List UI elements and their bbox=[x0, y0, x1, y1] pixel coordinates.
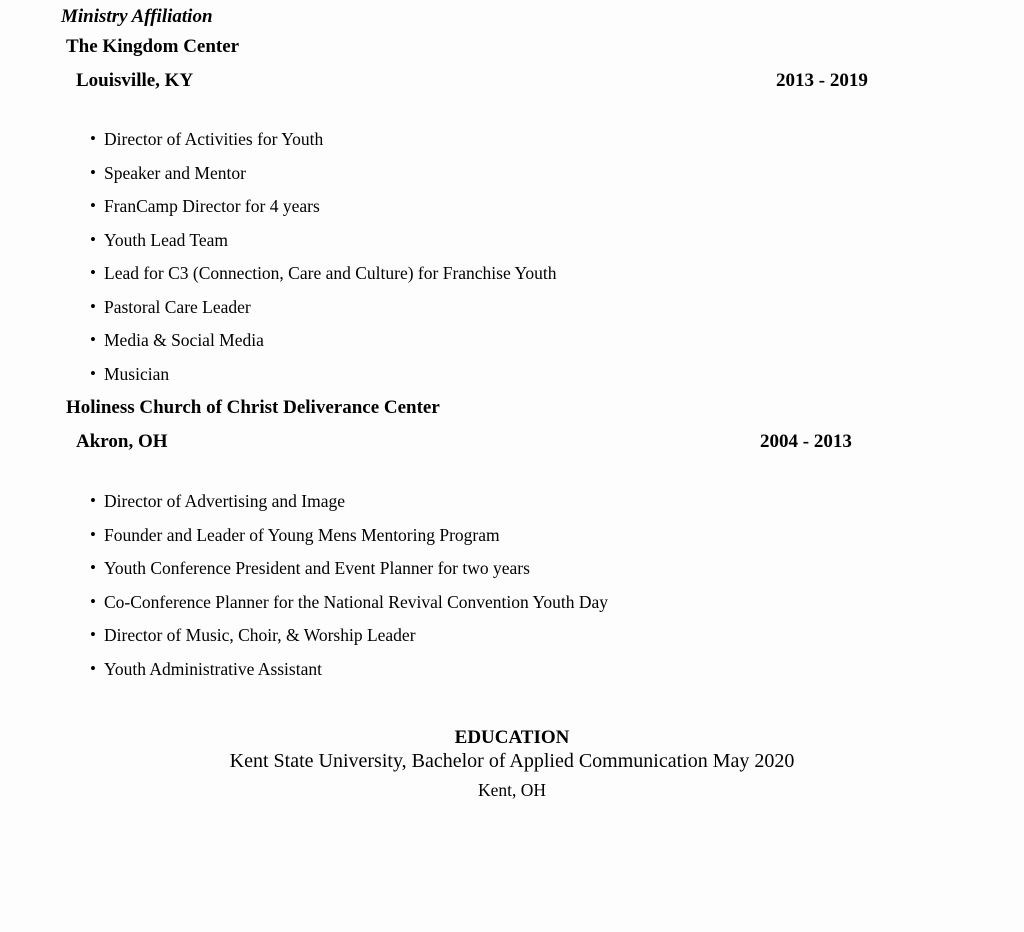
duties-list bbox=[90, 491, 608, 692]
list-item bbox=[90, 196, 556, 230]
duty-text: Media & Social Media bbox=[104, 330, 264, 350]
duty-text: FranCamp Director for 4 years bbox=[104, 196, 320, 216]
position-dates: 2004 - 2013 bbox=[760, 431, 852, 452]
bullet-icon: • bbox=[90, 591, 96, 611]
list-item bbox=[90, 491, 608, 525]
list-item bbox=[90, 230, 556, 264]
bullet-icon: • bbox=[90, 330, 96, 349]
organization-location: Akron, OH bbox=[76, 431, 168, 452]
organization-name: The Kingdom Center bbox=[66, 36, 240, 57]
list-item bbox=[90, 525, 608, 559]
duty-text: Musician bbox=[104, 363, 170, 384]
bullet-icon: • bbox=[90, 229, 96, 249]
bullet-icon: • bbox=[90, 363, 96, 383]
duty-text: Youth Lead Team bbox=[104, 229, 229, 250]
duty-text: Founder and Leader of Young Mens Mentoring Program bbox=[104, 524, 500, 545]
bullet-icon: • bbox=[90, 196, 96, 215]
bullet-icon: • bbox=[90, 524, 96, 544]
bullet-icon: • bbox=[90, 263, 96, 282]
position-dates: 2013 - 2019 bbox=[776, 70, 868, 91]
duty-text: Youth Administrative Assistant bbox=[104, 658, 322, 679]
education-degree: Kent State University, Bachelor of Applied Communication May 2020 bbox=[229, 750, 795, 772]
section-title-ministry-affiliation: Ministry Affiliation bbox=[61, 6, 213, 27]
bullet-icon: • bbox=[90, 296, 96, 316]
bullet-icon: • bbox=[90, 162, 96, 182]
bullet-icon: • bbox=[90, 558, 96, 577]
duty-text: Director of Advertising and Image bbox=[104, 491, 346, 511]
duties-list bbox=[90, 129, 556, 397]
organization-location: Louisville, KY bbox=[76, 70, 194, 91]
bullet-icon: • bbox=[90, 129, 96, 148]
list-item bbox=[90, 592, 608, 626]
list-item bbox=[90, 297, 556, 331]
duty-text: Co-Conference Planner for the National Revival Convention Youth Day bbox=[104, 591, 608, 612]
list-item bbox=[90, 625, 608, 659]
bullet-icon: • bbox=[90, 658, 96, 678]
list-item bbox=[90, 558, 608, 592]
organization-name: Holiness Church of Christ Deliverance Center bbox=[66, 397, 440, 418]
education-heading: EDUCATION bbox=[454, 727, 570, 748]
bullet-icon: • bbox=[90, 491, 96, 510]
list-item bbox=[90, 263, 556, 297]
duty-text: Pastoral Care Leader bbox=[104, 296, 251, 317]
education-location: Kent, OH bbox=[477, 780, 547, 800]
list-item bbox=[90, 129, 556, 163]
duty-text: Director of Activities for Youth bbox=[104, 129, 324, 149]
bullet-icon: • bbox=[90, 625, 96, 644]
list-item bbox=[90, 659, 608, 693]
list-item bbox=[90, 163, 556, 197]
list-item bbox=[90, 330, 556, 364]
list-item bbox=[90, 364, 556, 398]
duty-text: Youth Conference President and Event Planner for two years bbox=[104, 558, 530, 578]
duty-text: Speaker and Mentor bbox=[104, 162, 246, 183]
duty-text: Lead for C3 (Connection, Care and Culture) for Franchise Youth bbox=[104, 263, 557, 283]
duty-text: Director of Music, Choir, & Worship Leader bbox=[104, 625, 416, 645]
